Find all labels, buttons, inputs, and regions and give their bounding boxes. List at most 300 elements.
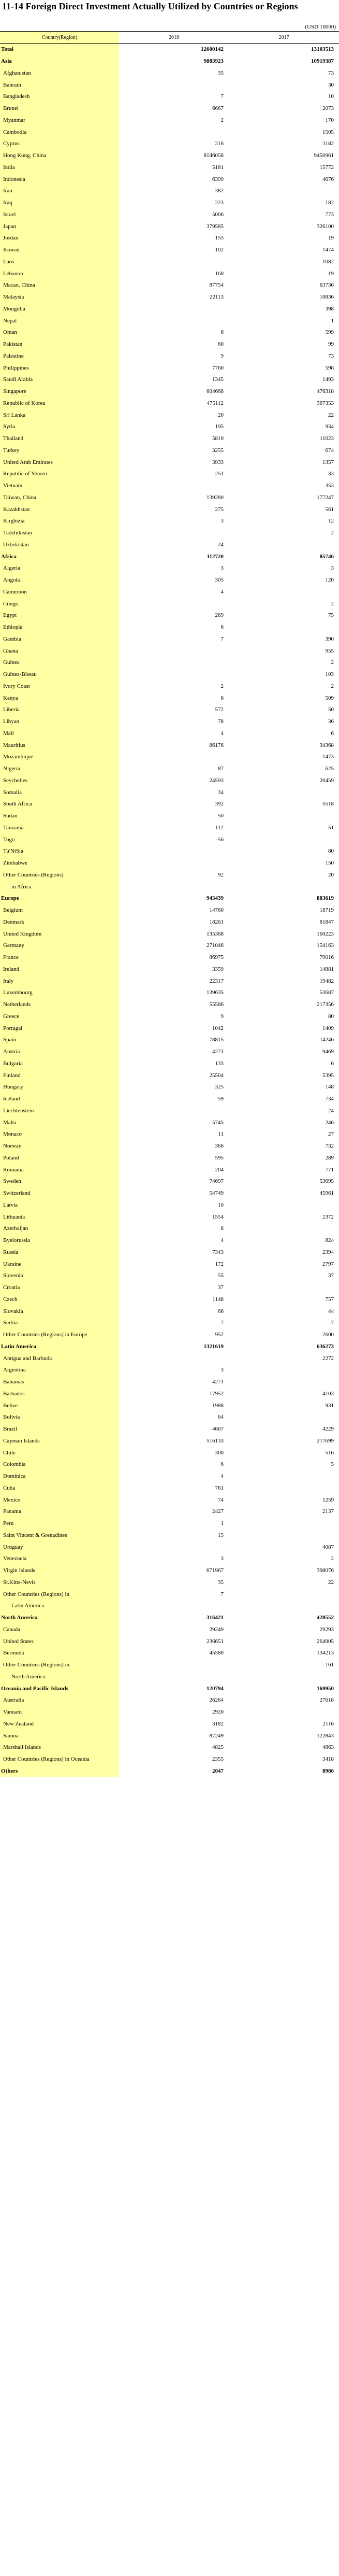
table-row xyxy=(0,1588,339,1600)
value-2017-cell: 757 xyxy=(325,1296,334,1303)
value-2018-cell xyxy=(119,315,229,327)
value-2017-cell: 428552 xyxy=(317,1615,334,1621)
value-2017-cell: 2797 xyxy=(322,1261,334,1267)
value-2018-cell: 54749 xyxy=(209,1190,224,1197)
value-2017-cell: 34368 xyxy=(319,742,334,748)
country-cell: Uruguay xyxy=(0,1541,119,1553)
value-2018-cell: 269 xyxy=(215,612,224,619)
table-row xyxy=(0,338,339,350)
value-2017-cell: 931 xyxy=(325,1402,334,1409)
region-row xyxy=(0,1612,339,1624)
value-2017-cell: 22 xyxy=(328,1579,334,1586)
country-cell: Azerbaijan xyxy=(0,1223,119,1235)
value-2017-cell: 80 xyxy=(328,1013,334,1020)
value-2018-cell: 4 xyxy=(220,1473,224,1480)
table-row xyxy=(0,1553,339,1565)
table-row xyxy=(0,126,339,138)
value-2018-cell: 74697 xyxy=(209,1178,224,1185)
country-cell: Other Countries (Regions) xyxy=(0,869,119,881)
country-cell: Greece xyxy=(0,1011,119,1023)
table-row xyxy=(0,1093,339,1105)
value-2018-cell: 50 xyxy=(218,813,224,819)
value-2018-cell: 236651 xyxy=(207,1638,224,1645)
value-2018-cell: 943439 xyxy=(207,895,224,902)
value-2017-cell: 44 xyxy=(328,1308,334,1314)
table-title: 11-14 Foreign Direct Investment Actually Utilized by Countries or Regions xyxy=(2,1,298,11)
country-cell: Algeria xyxy=(0,562,119,574)
country-cell: Kenya xyxy=(0,692,119,704)
table-row xyxy=(0,610,339,621)
value-2017-cell xyxy=(229,621,339,633)
table-row xyxy=(0,716,339,728)
country-cell: Ireland xyxy=(0,964,119,975)
table-row xyxy=(0,1423,339,1435)
table-row xyxy=(0,79,339,91)
value-2017-cell: 771 xyxy=(325,1166,334,1173)
value-2017-cell: 10836 xyxy=(319,294,334,301)
value-2017-cell: 63736 xyxy=(319,282,334,289)
table-row xyxy=(0,999,339,1011)
country-cell: Switzerland xyxy=(0,1187,119,1199)
country-cell: Vietnam xyxy=(0,480,119,492)
value-2017-cell xyxy=(229,1376,339,1388)
country-cell: Ethiopia xyxy=(0,621,119,633)
value-2018-cell: 112720 xyxy=(207,553,224,560)
table-row xyxy=(0,952,339,964)
country-cell: Bahamas xyxy=(0,1376,119,1388)
header-row xyxy=(0,32,339,44)
country-cell: Liechtenstein xyxy=(0,1105,119,1117)
country-cell: Zimbabwe xyxy=(0,857,119,869)
region-row xyxy=(0,1341,339,1353)
country-cell: in Africa xyxy=(0,881,119,893)
value-2017-cell: 476318 xyxy=(317,388,334,395)
value-2018-cell: 92 xyxy=(218,871,224,878)
country-cell: Luxembourg xyxy=(0,987,119,999)
table-row xyxy=(0,91,339,103)
value-2017-cell: 10 xyxy=(328,93,334,100)
country-cell: Kirghizia xyxy=(0,515,119,527)
value-2017-cell: 18719 xyxy=(319,907,334,914)
table-row xyxy=(0,1506,339,1518)
country-cell: Philippines xyxy=(0,362,119,374)
value-2018-cell: 87249 xyxy=(209,1732,224,1739)
table-row xyxy=(0,1518,339,1530)
table-row xyxy=(0,633,339,645)
country-cell: Samoa xyxy=(0,1730,119,1742)
table-row xyxy=(0,692,339,704)
value-2017-cell: 22 xyxy=(328,412,334,418)
value-2017-cell: 169950 xyxy=(317,1685,334,1692)
table-row xyxy=(0,833,339,845)
country-cell: Poland xyxy=(0,1152,119,1164)
country-cell: Bermuda xyxy=(0,1647,119,1659)
table-row xyxy=(0,1011,339,1023)
table-row xyxy=(0,1046,339,1058)
value-2018-cell: 172 xyxy=(215,1261,224,1267)
country-cell: Palestine xyxy=(0,350,119,362)
country-cell: Mauritius xyxy=(0,739,119,751)
value-2017-cell: 148 xyxy=(325,1084,334,1091)
country-cell: Ivory Coast xyxy=(0,681,119,692)
value-2017-cell: 81847 xyxy=(319,918,334,925)
value-2017-cell: 99 xyxy=(328,341,334,348)
value-2017-cell: 5 xyxy=(331,1461,334,1468)
table-row xyxy=(0,1399,339,1411)
table-row xyxy=(0,669,339,681)
value-2018-cell: 2355 xyxy=(212,1756,224,1763)
value-2017-cell: 73 xyxy=(328,352,334,359)
value-2018-cell: 216 xyxy=(215,140,224,147)
value-2017-cell: 8986 xyxy=(322,1767,334,1774)
value-2018-cell: 120794 xyxy=(207,1685,224,1692)
country-cell: Belize xyxy=(0,1399,119,1411)
value-2018-cell: -56 xyxy=(216,836,224,843)
country-cell: Barbados xyxy=(0,1388,119,1400)
value-2018-cell: 55586 xyxy=(209,1001,224,1008)
table-row xyxy=(0,1211,339,1223)
table-row xyxy=(0,845,339,857)
value-2018-cell xyxy=(119,480,229,492)
value-2017-cell: 73 xyxy=(328,69,334,76)
value-2018-cell: 7343 xyxy=(212,1249,224,1255)
value-2017-cell: 1182 xyxy=(322,140,334,147)
country-cell: Total xyxy=(0,44,119,55)
value-2018-cell xyxy=(119,303,229,315)
value-2018-cell: 26264 xyxy=(209,1697,224,1704)
country-cell: Jordan xyxy=(0,232,119,244)
value-2018-cell: 4 xyxy=(220,730,224,737)
value-2018-cell: 6 xyxy=(220,624,224,631)
table-row xyxy=(0,362,339,374)
country-cell: United Arab Emirates xyxy=(0,456,119,468)
table-row xyxy=(0,1105,339,1117)
country-cell: France xyxy=(0,952,119,964)
country-cell: Portugal xyxy=(0,1022,119,1034)
value-2018-cell: 4271 xyxy=(212,1379,224,1385)
country-cell: Tadzhikistan xyxy=(0,527,119,539)
table-row xyxy=(0,1140,339,1152)
value-2017-cell: 217699 xyxy=(317,1437,334,1444)
value-2017-cell: 636273 xyxy=(317,1343,334,1350)
value-2017-cell xyxy=(229,1706,339,1718)
table-row xyxy=(0,798,339,810)
country-cell: Somalia xyxy=(0,786,119,798)
country-cell: Kazakhstan xyxy=(0,503,119,515)
value-2017-cell: 14881 xyxy=(319,966,334,972)
table-row xyxy=(0,881,339,893)
value-2018-cell: 139635 xyxy=(207,989,224,996)
country-cell: Bulgaria xyxy=(0,1058,119,1070)
country-cell: Croatia xyxy=(0,1282,119,1294)
country-cell: Ghana xyxy=(0,645,119,657)
value-2018-cell xyxy=(119,845,229,857)
table-row xyxy=(0,775,339,787)
value-2017-cell: 2394 xyxy=(322,1249,334,1255)
table-body xyxy=(0,44,339,1777)
table-row xyxy=(0,315,339,327)
country-cell: South Africa xyxy=(0,798,119,810)
country-cell: Oman xyxy=(0,327,119,338)
value-2017-cell: 9469 xyxy=(322,1049,334,1055)
country-cell: Czech xyxy=(0,1294,119,1306)
value-2018-cell: 5810 xyxy=(212,435,224,442)
table-row xyxy=(0,1494,339,1506)
table-row xyxy=(0,1577,339,1589)
country-cell: Slovenia xyxy=(0,1270,119,1282)
country-cell: Mongolia xyxy=(0,303,119,315)
value-2018-cell: 7 xyxy=(220,635,224,642)
value-2017-cell xyxy=(229,539,339,551)
value-2017-cell xyxy=(229,1530,339,1541)
table-row xyxy=(0,1235,339,1247)
value-2017-cell: 45961 xyxy=(319,1190,334,1197)
value-2017-cell: 390 xyxy=(325,635,334,642)
value-2017-cell: 732 xyxy=(325,1143,334,1150)
value-2018-cell: 2920 xyxy=(212,1709,224,1716)
value-2018-cell xyxy=(119,256,229,268)
value-2018-cell: 6667 xyxy=(212,105,224,112)
value-2018-cell: 78815 xyxy=(209,1037,224,1043)
value-2018-cell: 160 xyxy=(215,270,224,277)
value-2018-cell: 22317 xyxy=(209,978,224,984)
country-cell: Nepal xyxy=(0,315,119,327)
country-cell: Finland xyxy=(0,1069,119,1081)
value-2018-cell xyxy=(119,79,229,91)
country-cell: Gambia xyxy=(0,633,119,645)
country-cell: Malta xyxy=(0,1116,119,1128)
country-cell: Dominica xyxy=(0,1470,119,1482)
value-2017-cell: 2 xyxy=(331,659,334,666)
table-row xyxy=(0,822,339,834)
country-cell: Canada xyxy=(0,1624,119,1636)
value-2018-cell xyxy=(119,657,229,669)
table-row xyxy=(0,810,339,822)
value-2018-cell: 102 xyxy=(215,247,224,253)
value-2018-cell: 59 xyxy=(218,1096,224,1102)
value-2017-cell: 103 xyxy=(325,671,334,678)
value-2018-cell: 29249 xyxy=(209,1626,224,1633)
value-2018-cell: 8146058 xyxy=(203,152,224,159)
value-2018-cell: 20 xyxy=(218,412,224,418)
table-row xyxy=(0,1223,339,1235)
value-2017-cell: 6 xyxy=(331,730,334,737)
country-cell: Taiwan, China xyxy=(0,492,119,504)
country-cell: Mali xyxy=(0,728,119,740)
value-2018-cell: 3255 xyxy=(212,447,224,454)
table-row xyxy=(0,103,339,115)
value-2018-cell xyxy=(119,126,229,138)
value-2018-cell: 1345 xyxy=(212,376,224,383)
table-row xyxy=(0,468,339,480)
table-row xyxy=(0,1128,339,1140)
value-2017-cell xyxy=(229,786,339,798)
value-2018-cell: 133 xyxy=(215,1060,224,1067)
table-row xyxy=(0,1541,339,1553)
value-2018-cell: 3933 xyxy=(212,459,224,465)
value-2018-cell: 4825 xyxy=(212,1744,224,1751)
value-2018-cell: 35 xyxy=(218,1579,224,1586)
table-row xyxy=(0,1164,339,1176)
table-row xyxy=(0,1034,339,1046)
table-row xyxy=(0,492,339,504)
value-2017-cell: 1357 xyxy=(322,459,334,465)
value-2017-cell: 79016 xyxy=(319,954,334,961)
country-cell: North America xyxy=(0,1671,119,1683)
country-cell: Sudan xyxy=(0,810,119,822)
value-2018-cell: 9 xyxy=(220,1013,224,1020)
value-2017-cell: 2600 xyxy=(322,1332,334,1338)
table-row xyxy=(0,1270,339,1282)
table-row xyxy=(0,232,339,244)
country-cell: Europe xyxy=(0,893,119,904)
value-2018-cell: 3 xyxy=(220,1555,224,1562)
value-2017-cell xyxy=(229,1411,339,1423)
value-2018-cell: 74 xyxy=(218,1496,224,1503)
table-row xyxy=(0,574,339,586)
table-row xyxy=(0,1730,339,1742)
country-cell: Brazil xyxy=(0,1423,119,1435)
table-row xyxy=(0,256,339,268)
value-2018-cell: 7 xyxy=(220,93,224,100)
country-cell: Bahrain xyxy=(0,79,119,91)
country-cell: Other Countries (Regions) in xyxy=(0,1659,119,1671)
value-2017-cell xyxy=(229,1364,339,1376)
table-row xyxy=(0,279,339,291)
value-2017-cell: 53695 xyxy=(319,1178,334,1185)
table-row xyxy=(0,857,339,869)
value-2018-cell: 2 xyxy=(220,117,224,123)
column-header-2017: 2017 xyxy=(229,32,339,44)
table-row xyxy=(0,1659,339,1671)
table-row xyxy=(0,987,339,999)
value-2017-cell xyxy=(229,1470,339,1482)
value-2017-cell: 246 xyxy=(325,1119,334,1126)
country-cell: Austria xyxy=(0,1046,119,1058)
value-2018-cell: 10 xyxy=(218,1201,224,1208)
value-2017-cell: 9450961 xyxy=(314,152,334,159)
table-row xyxy=(0,562,339,574)
country-cell: Others xyxy=(0,1765,119,1777)
country-cell: Tanzania xyxy=(0,822,119,834)
table-row xyxy=(0,527,339,539)
value-2017-cell: 734 xyxy=(325,1096,334,1102)
table-row xyxy=(0,185,339,197)
value-2018-cell xyxy=(119,669,229,681)
fdi-table xyxy=(0,32,339,1777)
country-cell: New Zealand xyxy=(0,1718,119,1730)
value-2018-cell: 9883923 xyxy=(203,58,224,65)
value-2017-cell xyxy=(229,1282,339,1294)
value-2017-cell: 50 xyxy=(328,706,334,713)
value-2018-cell: 516133 xyxy=(207,1437,224,1444)
value-2018-cell: 3359 xyxy=(212,966,224,972)
table-row xyxy=(0,374,339,386)
value-2018-cell xyxy=(119,527,229,539)
table-row xyxy=(0,763,339,775)
value-2017-cell: 2137 xyxy=(322,1508,334,1515)
table-row xyxy=(0,657,339,669)
country-cell: Netherlands xyxy=(0,999,119,1011)
table-row xyxy=(0,350,339,362)
value-2017-cell: 19 xyxy=(328,235,334,242)
value-2018-cell: 305 xyxy=(215,577,224,584)
value-2017-cell: 2073 xyxy=(322,105,334,112)
country-cell: Mexico xyxy=(0,1494,119,1506)
value-2018-cell: 3 xyxy=(220,1367,224,1374)
value-2018-cell: 4667 xyxy=(212,1426,224,1433)
value-2018-cell xyxy=(119,1671,229,1683)
table-row xyxy=(0,916,339,928)
value-2017-cell: 955 xyxy=(325,647,334,654)
value-2017-cell: 75 xyxy=(328,612,334,619)
value-2018-cell: 1321619 xyxy=(203,1343,224,1350)
table-row xyxy=(0,1364,339,1376)
value-2018-cell: 251 xyxy=(215,471,224,477)
value-2018-cell: 604668 xyxy=(207,388,224,395)
value-2018-cell: 1988 xyxy=(212,1402,224,1409)
value-2017-cell xyxy=(229,1588,339,1600)
unit-label: (USD 10000) xyxy=(305,24,336,30)
value-2018-cell: 379585 xyxy=(207,223,224,230)
value-2017-cell: 30 xyxy=(328,81,334,88)
value-2017-cell: 3418 xyxy=(322,1756,334,1763)
value-2018-cell: 2427 xyxy=(212,1508,224,1515)
country-cell: Bangladesh xyxy=(0,91,119,103)
table-row xyxy=(0,1388,339,1400)
value-2017-cell: 217356 xyxy=(317,1001,334,1008)
value-2017-cell: 883619 xyxy=(317,895,334,902)
country-cell: Serbia xyxy=(0,1317,119,1329)
table-row xyxy=(0,150,339,162)
value-2018-cell: 223 xyxy=(215,200,224,206)
value-2018-cell: 5181 xyxy=(212,164,224,171)
value-2017-cell xyxy=(229,586,339,598)
value-2018-cell: 1 xyxy=(220,1520,224,1527)
value-2017-cell: 824 xyxy=(325,1237,334,1244)
value-2017-cell: 934 xyxy=(325,423,334,430)
value-2017-cell: 11023 xyxy=(319,435,334,442)
country-cell: Sri Lanka xyxy=(0,409,119,421)
value-2018-cell: 366 xyxy=(215,1143,224,1150)
country-cell: Ukraine xyxy=(0,1258,119,1270)
value-2018-cell: 112 xyxy=(215,824,224,831)
country-cell: Nigeria xyxy=(0,763,119,775)
value-2017-cell: 1473 xyxy=(322,754,334,760)
value-2017-cell xyxy=(229,881,339,893)
value-2017-cell: 53687 xyxy=(319,989,334,996)
value-2017-cell: 1 xyxy=(331,317,334,324)
country-cell: Asia xyxy=(0,55,119,67)
value-2017-cell: 10919387 xyxy=(311,58,334,65)
value-2018-cell: 86176 xyxy=(209,742,224,748)
value-2017-cell: 398076 xyxy=(317,1567,334,1574)
value-2018-cell: 11 xyxy=(218,1131,224,1138)
value-2018-cell xyxy=(119,857,229,869)
country-cell: Lebanon xyxy=(0,267,119,279)
value-2017-cell: 1474 xyxy=(322,247,334,253)
table-row xyxy=(0,480,339,492)
value-2017-cell: 85746 xyxy=(319,553,334,560)
country-cell: Antigua and Barbuda xyxy=(0,1352,119,1364)
value-2017-cell: 4676 xyxy=(322,176,334,182)
country-cell: St.Kitts-Nevis xyxy=(0,1577,119,1589)
value-2017-cell: 170 xyxy=(325,117,334,123)
table-row xyxy=(0,1706,339,1718)
value-2017-cell: 598 xyxy=(325,364,334,371)
value-2017-cell: 2 xyxy=(331,1555,334,1562)
value-2017-cell: 353 xyxy=(325,483,334,489)
